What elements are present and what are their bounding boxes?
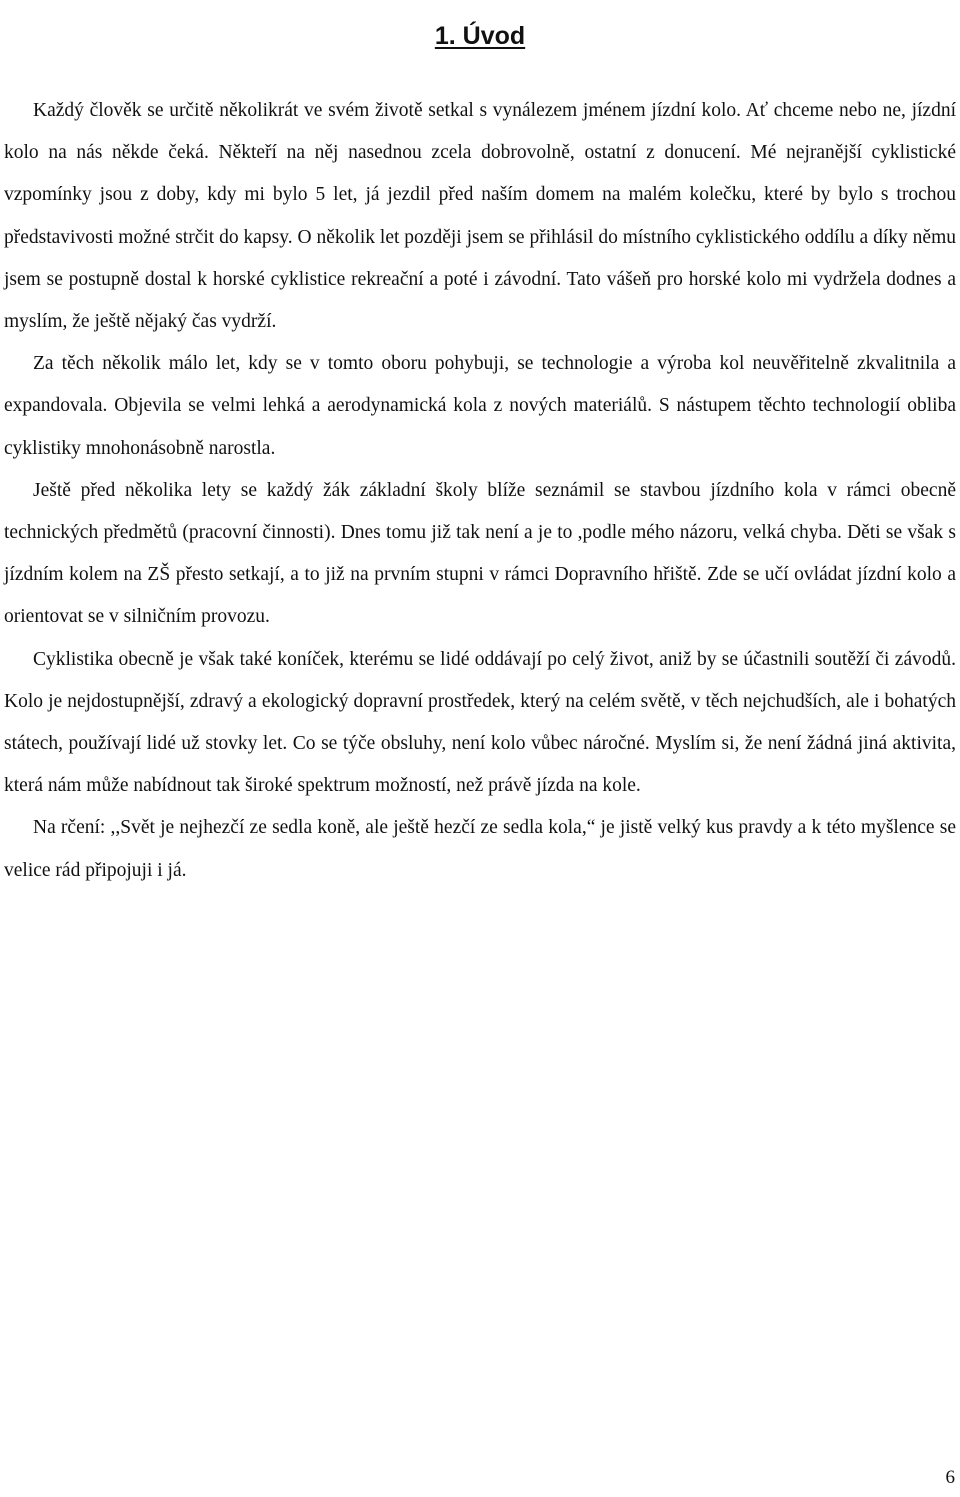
paragraph-2: Za těch několik málo let, kdy se v tomto oboru pohybuji, se technologie a výroba kol neuvěřitelně zkvalitnila a expandovala. Objevila se velmi lehká a aerodynamická kola z nových materiálů. S nástupem těchto technologií obliba cyklistiky mnohonásobně narostla. — [4, 353, 956, 459]
paragraph-3: Ještě před několika lety se každý žák základní školy blíže seznámil se stavbou jízdního kola v rámci obecně technických předmětů (pracovní činnosti). Dnes tomu již tak není a je to ,podle mého názoru, velká chyba. Děti se však s jízdním kolem na ZŠ přesto setkají, a to již na prvním stupni v rámci Dopravního hřiště. Zde se učí ovládat jízdní kolo a orientovat se v silničním provozu. — [4, 479, 956, 628]
page-number: 6 — [945, 1467, 955, 1488]
body-text — [4, 90, 956, 892]
paragraph-4: Cyklistika obecně je však také koníček, kterému se lidé oddávají po celý život, aniž by se účastnili soutěží či závodů. Kolo je nejdostupnější, zdravý a ekologický dopravní prostředek, který na celém světě, v těch nejchudších, ale i bohatých státech, používají lidé už stovky let. Co se týče obsluhy, není kolo vůbec náročné. Myslím si, že není žádná jiná aktivita, která nám může nabídnout tak široké spektrum možností, než právě jízda na kole. — [4, 648, 956, 797]
paragraph-5: Na rčení: ,,Svět je nejhezčí ze sedla koně, ale ještě hezčí ze sedla kola,“ je jistě velký kus pravdy a k této myšlence se velice rád připojuji i já. — [4, 817, 956, 881]
paragraph-1: Každý člověk se určitě několikrát ve svém životě setkal s vynálezem jménem jízdní kolo. Ať chceme nebo ne, jízdní kolo na nás někde čeká. Někteří na něj nasednou zcela dobrovolně, ostatní z donucení. Mé nejranější cyklistické vzpomínky jsou z doby, kdy mi bylo 5 let, já jezdil před naším domem na malém kolečku, které by bylo s trochou představivosti možné strčit do kapsy. O několik let později jsem se přihlásil do místního cyklistického oddílu a díky němu jsem se postupně dostal k horské cyklistice rekreační a poté i závodní. Tato vášeň pro horské kolo mi vydržela dodnes a myslím, že ještě nějaký čas vydrží. — [4, 100, 956, 333]
page-title: 1. Úvod — [434, 21, 526, 50]
